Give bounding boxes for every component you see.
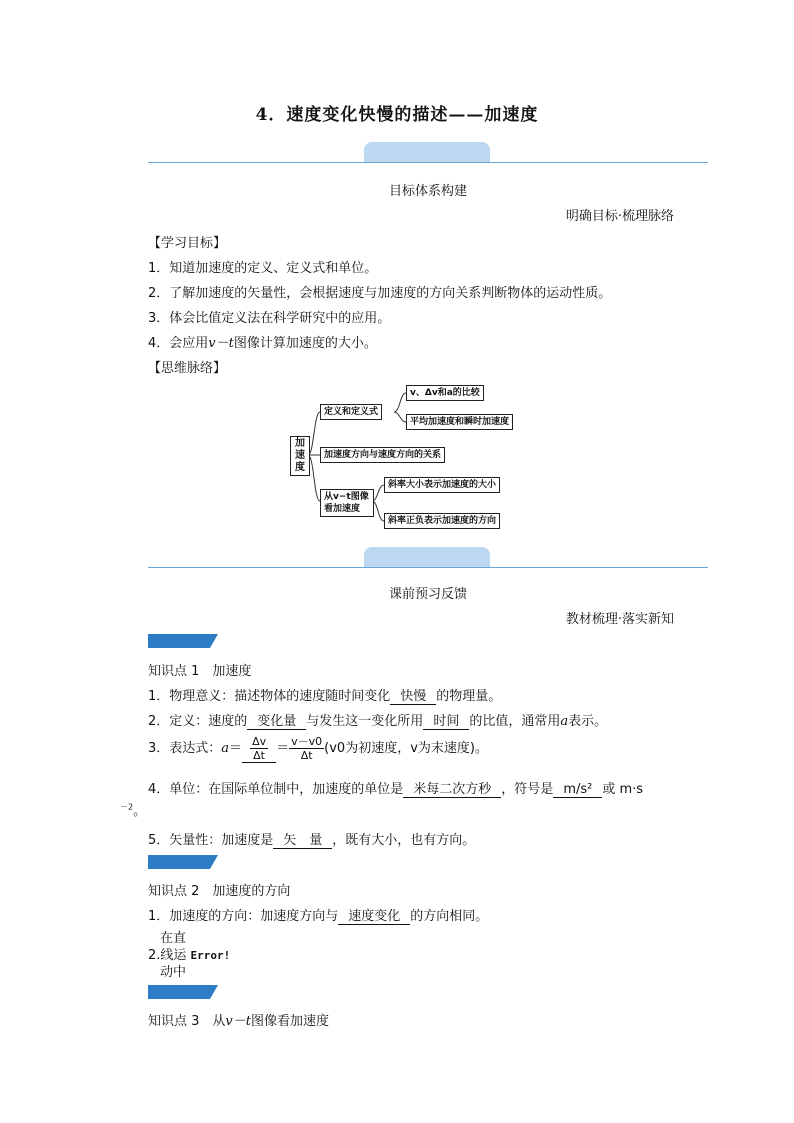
mindmap-leaf-comparison: v、Δv和a的比较 [406,385,484,401]
knowledge-point-tag [148,985,218,999]
error-text: Error! [190,949,231,962]
knowledge-point-tag [148,634,218,648]
fill-blank: 快慢 [390,689,436,705]
fill-blank: m/s² [553,782,602,798]
fill-blank: 速度变化 [338,909,410,925]
mindmap-label: 【思维脉络】 [148,361,227,376]
goals-label: 【学习目标】 [148,236,227,251]
mindmap-diagram [280,380,550,535]
goal-item: 4．会应用v－t图像计算加速度的大小。 [148,336,377,351]
kp1-line2: 2．定义：速度的 变化量 与发生这一变化所用 时间 的比值，通常用a表示。 [148,714,608,729]
mindmap-branch-definition: 定义和定义式 [320,404,382,420]
kp1-title: 知识点 1 加速度 [148,664,252,679]
fraction: $\frac{\Delta v}{\Delta t}$ [252,735,267,762]
fill-blank: 米每二次方秒 [403,782,501,798]
goal-item: 2．了解加速度的矢量性，会根据速度与加速度的方向关系判断物体的运动性质。 [148,286,612,301]
section-subheading: 明确目标·梳理脉络 [565,209,674,224]
fill-blank: 时间 [423,714,469,730]
fraction: $\frac{v-v0}{\Delta t}$ [291,735,323,762]
kp1-line4-wrap: $^{-2}$。 [120,802,147,819]
mindmap-branch-graph: 从v−t图像看加速度 [320,489,374,517]
section-tab [364,547,490,567]
page-title: 4．速度变化快慢的描述——加速度 [255,105,539,125]
kp1-line5: 5．矢量性：加速度是 矢 量 ，既有大小，也有方向。 [148,833,476,848]
goal-item: 3．体会比值定义法在科学研究中的应用。 [148,311,391,326]
section-divider [148,162,708,163]
goal-item: 1．知道加速度的定义、定义式和单位。 [148,261,378,276]
kp2-line1: 1．加速度的方向：加速度方向与 速度变化 的方向相同。 [148,909,489,924]
mindmap-leaf-slope-sign: 斜率正负表示加速度的方向 [384,513,500,529]
mindmap-branch-direction: 加速度方向与速度方向的关系 [320,447,445,463]
section-divider [148,567,708,568]
kp3-title: 知识点 3 从v－t图像看加速度 [148,1014,329,1029]
section-heading: 课前预习反馈 [388,587,467,602]
kp2-line2: 2.线运 Error! [148,948,231,963]
kp2-line2-top: 在直 [160,931,187,946]
fill-blank: 变化量 [247,714,306,730]
section-subheading: 教材梳理·落实新知 [565,612,674,627]
kp2-line2-bottom: 动中 [160,965,187,980]
kp2-title: 知识点 2 加速度的方向 [148,884,291,899]
mindmap-leaf-slope-size: 斜率大小表示加速度的大小 [384,477,500,493]
section-heading: 目标体系构建 [388,184,467,199]
fill-blank: 矢 量 [273,833,332,849]
kp1-line3: 3．表达式：a＝ $\frac{\Delta v}{\Delta t}$ ＝ $\frac{v-v0}{\Delta t}$ (v0为初速度，v为末速度)。 [148,735,488,762]
kp1-line4: 4．单位：在国际单位制中，加速度的单位是 米每二次方秒 ，符号是 m/s² 或 m·s [148,782,644,797]
knowledge-point-tag [148,855,218,869]
kp1-line1: 1．物理意义：描述物体的速度随时间变化 快慢 的物理量。 [148,689,502,704]
mindmap-root: 加速度 [290,436,310,476]
mindmap-leaf-average: 平均加速度和瞬时加速度 [406,414,513,430]
section-tab [364,142,490,162]
